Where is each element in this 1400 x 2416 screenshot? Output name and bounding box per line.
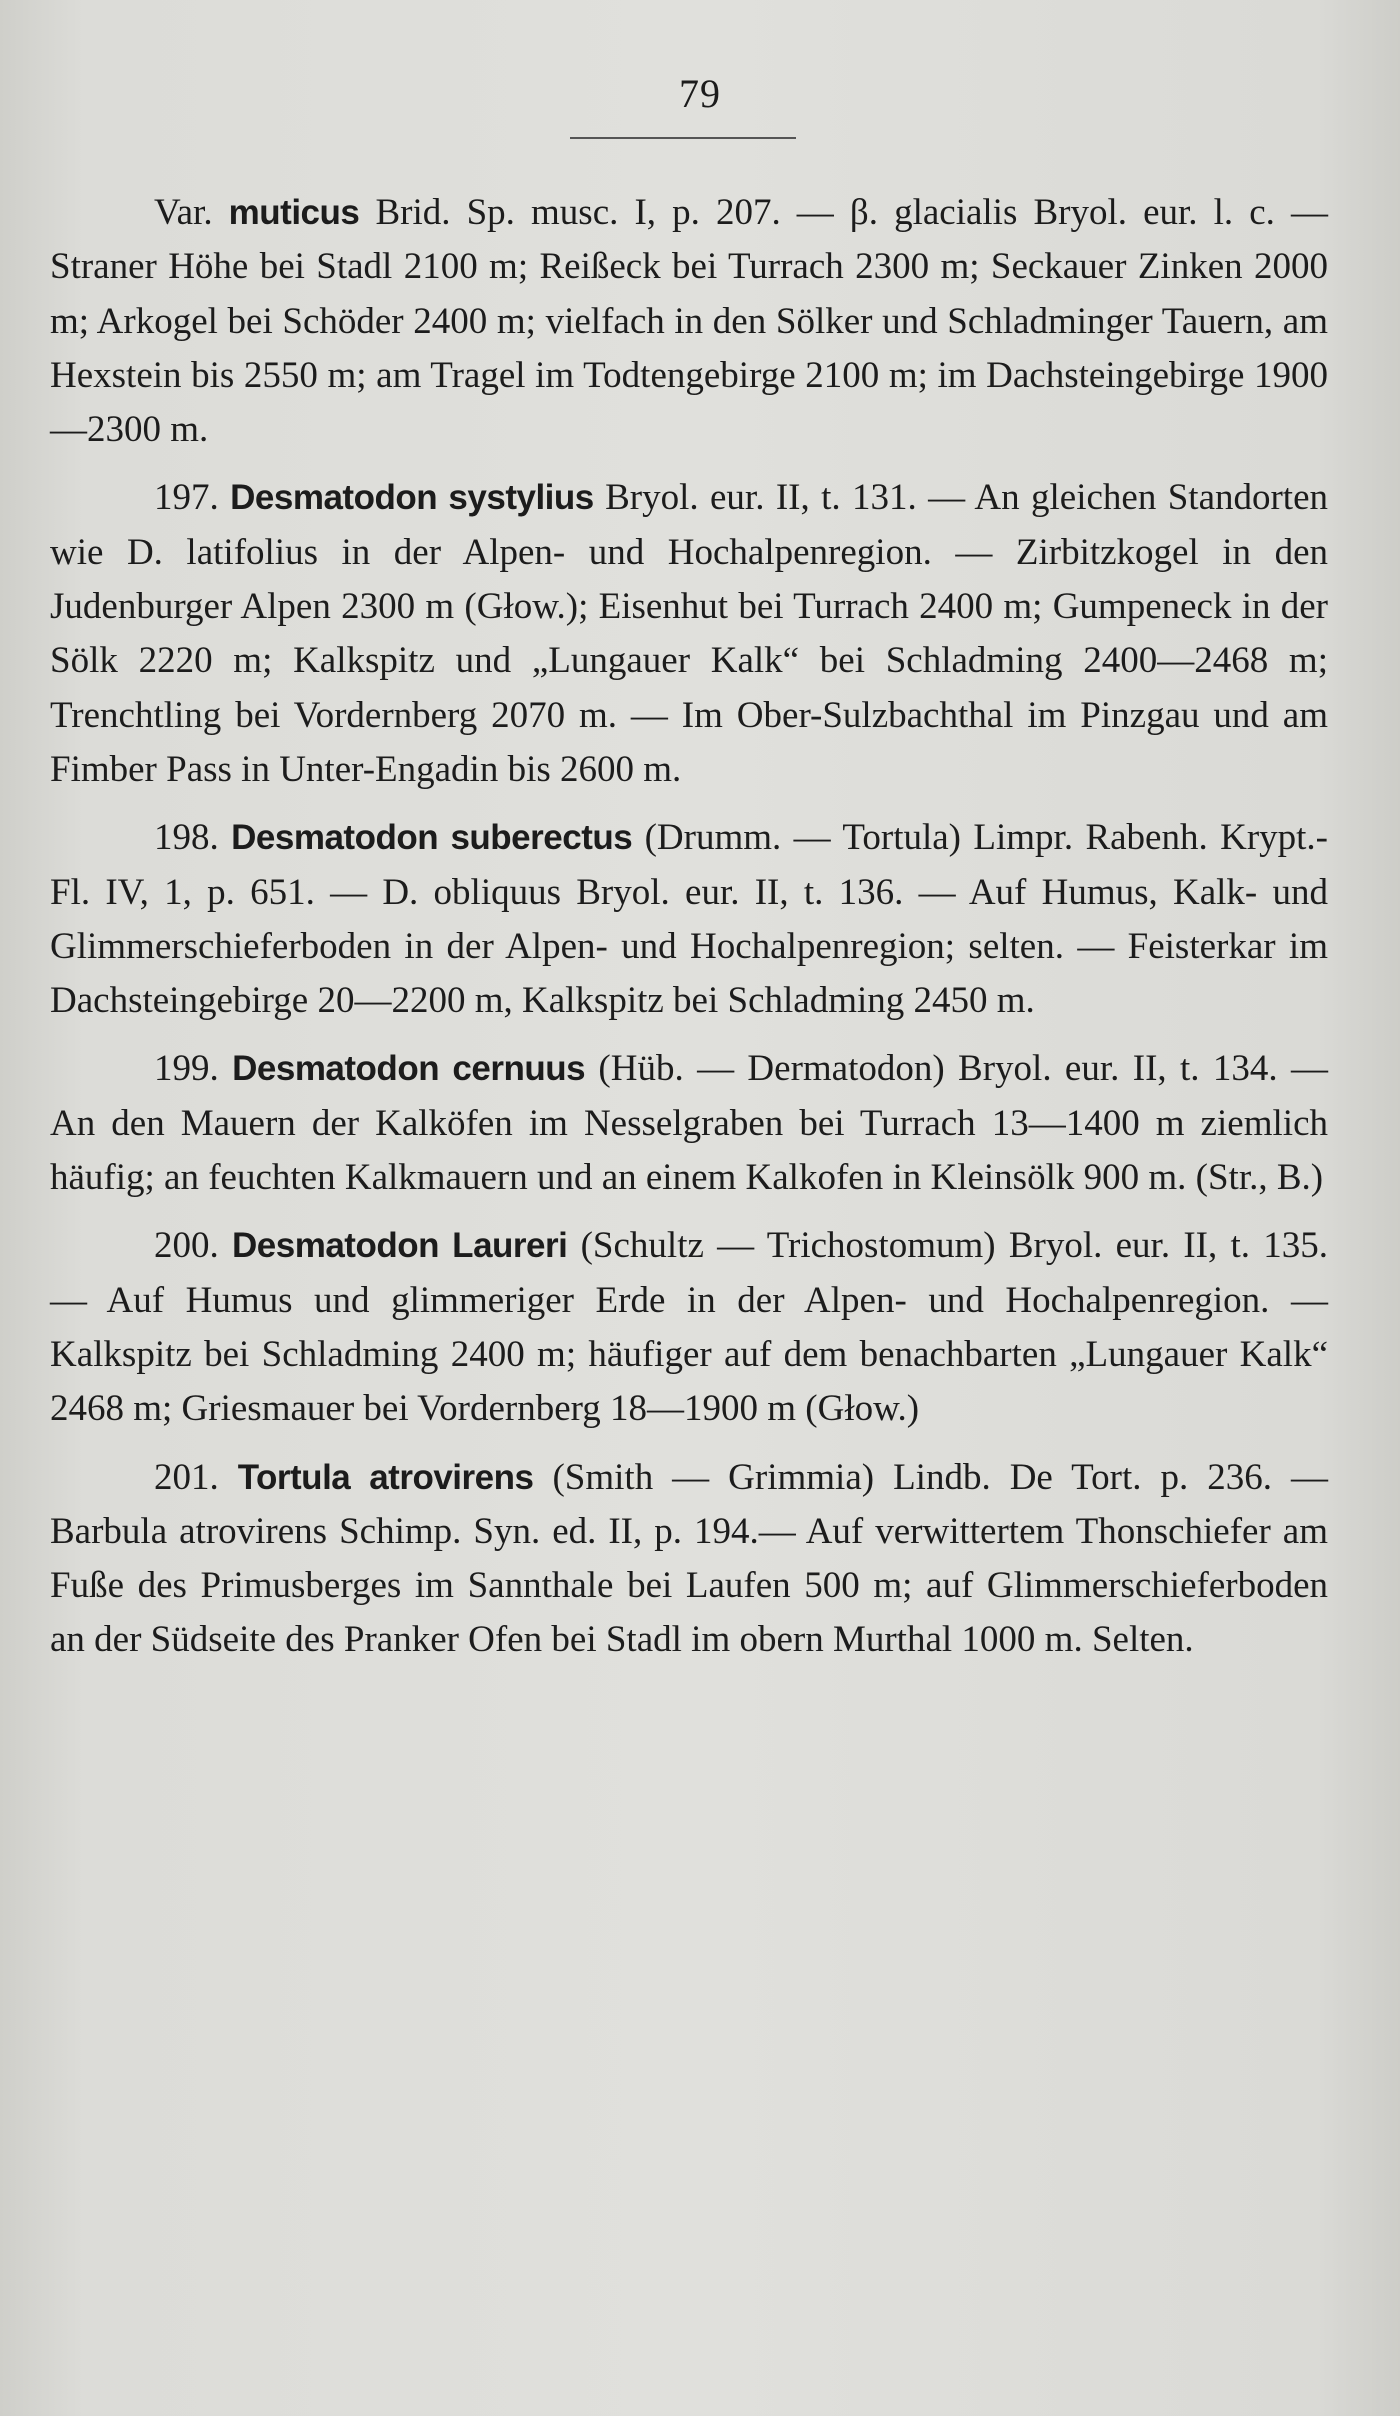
entry-text: (Smith — Grimmia) Lindb. De Tort. p. 236. — Barbula atrovirens Schimp. Syn. ed. II, p. 194.— Auf verwittertem Thonschiefer am Fuße des Primusberges im Sannthale bei Laufen 500 m; auf Glimmerschieferboden an der Südseite des Pranker Ofen bei Stadl im obern Murthal 1000 m. Selten. (50, 1456, 1328, 1661)
species-name: Desmatodon Laureri (232, 1226, 568, 1266)
species-name: Desmatodon suberectus (231, 818, 633, 858)
variety-entry (50, 186, 1328, 457)
species-name: Desmatodon systylius (230, 478, 594, 518)
species-entry-200 (50, 1219, 1328, 1436)
entry-number: 197. (154, 477, 231, 519)
species-entry-198 (50, 811, 1328, 1028)
species-entry-197 (50, 471, 1328, 797)
species-name: Desmatodon cernuus (232, 1049, 586, 1089)
entry-number: 200. (154, 1225, 232, 1267)
entry-text: (Drumm. — Tortula) Limpr. Rabenh. Krypt.-Fl. IV, 1, p. 651. — D. obliquus Bryol. eur. II, t. 136. — Auf Humus, Kalk- und Glimmerschieferboden in der Alpen- und Hochalpenregion; selten. — Feisterkar im Dachsteingebirge 20—2200 m, Kalkspitz bei Schladming 2450 m. (50, 817, 1328, 1022)
entry-number: 199. (154, 1048, 233, 1090)
entry-number: 201. (154, 1456, 238, 1498)
entry-text: (Schultz — Trichostomum) Bryol. eur. II, t. 135. — Auf Humus und glimmeriger Erde in der Alpen- und Hochalpenregion. — Kalkspitz bei Schladming 2400 m; häufiger auf dem benachbarten „Lungauer Kalk“ 2468 m; Griesmauer bei Vordernberg 18—1900 m (Głow.) (50, 1225, 1328, 1430)
species-entry-201 (50, 1451, 1328, 1668)
variety-name: muticus (228, 193, 360, 232)
species-name: Tortula atrovirens (237, 1457, 534, 1497)
species-entry-199 (50, 1042, 1328, 1205)
entry-text: (Hüb. — Dermatodon) Bryol. eur. II, t. 134. — An den Mauern der Kalköfen im Nesselgraben bei Turrach 13—1400 m ziemlich häufig; an feuchten Kalkmauern und an einem Kalkofen in Kleinsölk 900 m. (Str., B.) (50, 1048, 1328, 1199)
entry-text: Bryol. eur. II, t. 131. — An gleichen Standorten wie D. latifolius in der Alpen- und Hochalpenregion. — Zirbitzkogel in den Judenburger Alpen 2300 m (Głow.); Eisenhut bei Turrach 2400 m; Gumpeneck in der Sölk 2220 m; Kalkspitz und „Lungauer Kalk“ bei Schladming 2400—2468 m; Trenchtling bei Vordernberg 2070 m. — Im Ober-Sulzbachthal im Pinzgau und am Fimber Pass in Unter-Engadin bis 2600 m. (50, 477, 1329, 790)
page-number: 79 (679, 71, 721, 116)
variety-prefix: Var. (154, 192, 229, 233)
header-rule (570, 137, 796, 139)
entry-number: 198. (154, 817, 232, 859)
body-text (50, 186, 1328, 1682)
variety-text: Brid. Sp. musc. I, p. 207. — β. glacialis Bryol. eur. l. c. — Straner Höhe bei Stadl 2100 m; Reißeck bei Turrach 2300 m; Seckauer Zinken 2000 m; Arkogel bei Schöder 2400 m; vielfach in den Sölker und Schladminger Tauern, am Hexstein bis 2550 m; am Tragel im Todtengebirge 2100 m; im Dachsteingebirge 1900—2300 m. (50, 192, 1328, 451)
